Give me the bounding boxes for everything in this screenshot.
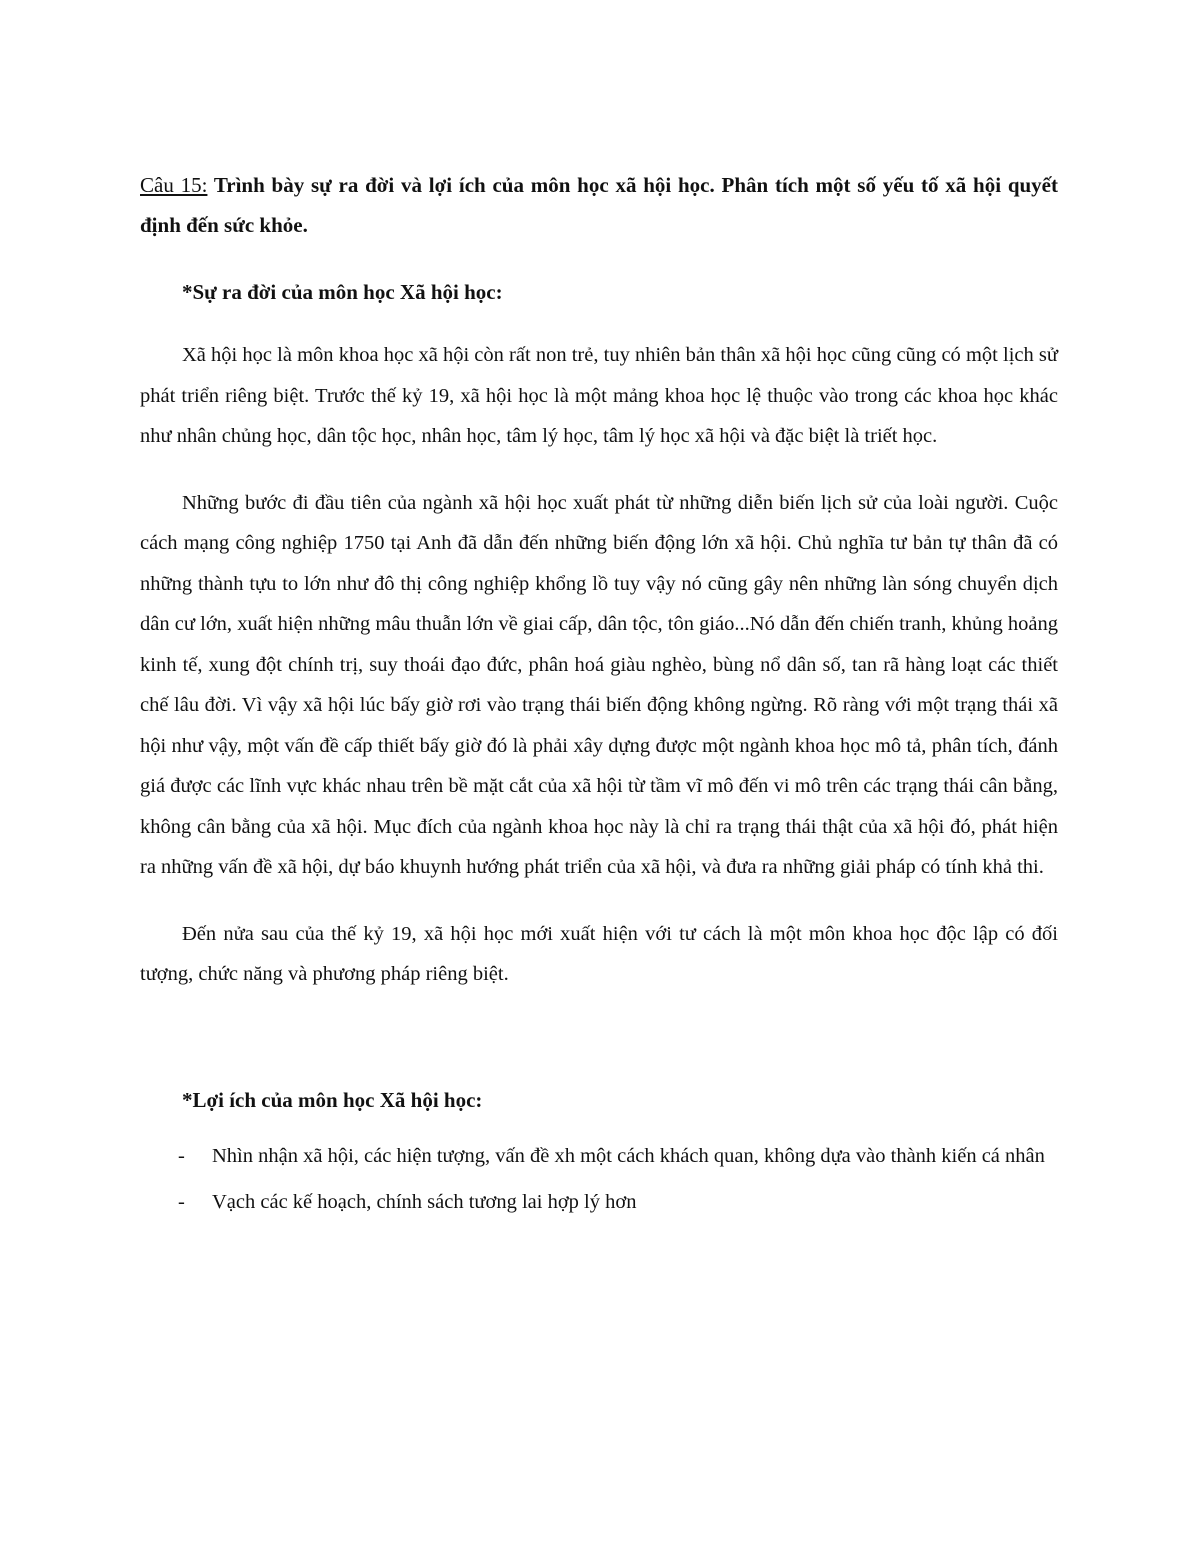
list-item (140, 1189, 1058, 1215)
paragraph-origin-3: Đến nửa sau của thế kỷ 19, xã hội học mới xuất hiện với tư cách là một môn khoa học độc lập có đối tượng, chức năng và phương pháp riêng biệt. (140, 922, 1058, 985)
section-heading-origin: *Sự ra đời của môn học Xã hội học: (182, 280, 503, 304)
dash-bullet-icon: - (178, 1190, 185, 1213)
paragraph-origin-1: Xã hội học là môn khoa học xã hội còn rất non trẻ, tuy nhiên bản thân xã hội học cũng cũng có một lịch sử phát triển riêng biệt. Trước thế kỷ 19, xã hội học là một mảng khoa học lệ thuộc vào trong các khoa học khác như nhân chủng học, dân tộc học, nhân học, tâm lý học, tâm lý học xã hội và đặc biệt là triết học. (140, 344, 1058, 447)
list-item (140, 1143, 1058, 1169)
question-title (140, 165, 1058, 245)
paragraph-origin-2: Những bước đi đầu tiên của ngành xã hội học xuất phát từ những diễn biến lịch sử của loài người. Cuộc cách mạng công nghiệp 1750 tại Anh đã dẫn đến những biến động lớn xã hội. Chủ nghĩa tư bản tự thân đã có những thành tựu to lớn như đô thị công nghiệp khổng lồ tuy vậy nó cũng gây nên những làn sóng chuyển dịch dân cư lớn, xuất hiện những mâu thuẫn lớn về giai cấp, dân tộc, tôn giáo...Nó dẫn đến chiến tranh, khủng hoảng kinh tế, xung đột chính trị, suy thoái đạo đức, phân hoá giàu nghèo, bùng nổ dân số, tan rã hàng loạt các thiết chế lâu đời. Vì vậy xã hội lúc bấy giờ rơi vào trạng thái biến động không ngừng. Rõ ràng với một trạng thái xã hội như vậy, một vấn đề cấp thiết bấy giờ đó là phải xây dựng được một ngành khoa học mô tả, phân tích, đánh giá được các lĩnh vực khác nhau trên bề mặt cắt của xã hội từ tầm vĩ mô đến vi mô trên các trạng thái cân bằng, không cân bằng của xã hội. Mục đích của ngành khoa học này là chỉ ra trạng thái thật của xã hội đó, phát hiện ra những vấn đề xã hội, dự báo khuynh hướng phát triển của xã hội, và đưa ra những giải pháp có tính khả thi. (140, 491, 1058, 878)
list-item-text: Vạch các kế hoạch, chính sách tương lai hợp lý hơn (212, 1190, 637, 1213)
list-item-text: Nhìn nhận xã hội, các hiện tượng, vấn đề xh một cách khách quan, không dựa vào thành kiến cá nhân (212, 1144, 1045, 1167)
section-heading-benefits: *Lợi ích của môn học Xã hội học: (182, 1087, 483, 1112)
question-label: Câu 15: (140, 173, 208, 197)
document-content (140, 165, 1058, 1235)
benefits-list (140, 1143, 1058, 1215)
question-text: Trình bày sự ra đời và lợi ích của môn học xã hội học. Phân tích một số yếu tố xã hội quyết định đến sức khỏe. (140, 173, 1058, 237)
dash-bullet-icon: - (178, 1144, 185, 1167)
